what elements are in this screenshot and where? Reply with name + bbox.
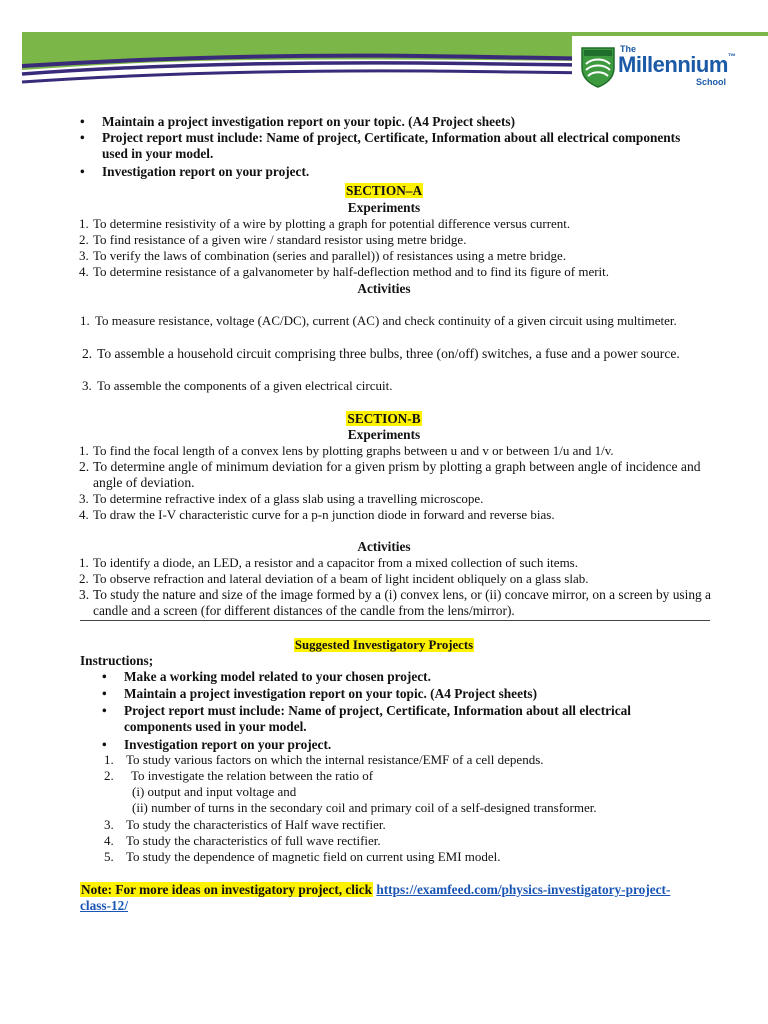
shield-icon xyxy=(580,44,616,88)
section-a-title: SECTION–A xyxy=(345,183,423,198)
logo-name: Millennium™ xyxy=(618,52,736,77)
list-item: 2. To assemble a household circuit comprising three bulbs, three (on/off) switches, a fuse and a power source. xyxy=(82,346,680,361)
section-a-activities-heading: Activities xyxy=(357,281,411,296)
note-text: Note: For more ideas on investigatory project, click xyxy=(81,882,372,897)
section-a-experiments-heading: Experiments xyxy=(347,200,421,215)
school-logo xyxy=(578,40,748,96)
section-b-title: SECTION-B xyxy=(347,411,421,426)
projects-title: Suggested Investigatory Projects xyxy=(294,638,474,652)
list-item: 1. To measure resistance, voltage (AC/DC), current (AC) and check continuity of a given circuit using multimeter. xyxy=(80,313,677,328)
section-divider xyxy=(80,620,710,621)
logo-the: The xyxy=(620,44,637,54)
note xyxy=(80,882,700,914)
logo-school: School xyxy=(696,77,727,87)
investigatory-project-link[interactable]: https://examfeed.com/physics-investigatory-project-class-12/ xyxy=(80,882,671,913)
list-item: • Make a working model related to your chosen project. xyxy=(102,669,431,684)
list-item: • Investigation report on your project. xyxy=(80,164,310,179)
instructions-label: Instructions; xyxy=(80,653,154,668)
list-item: • Investigation report on your project. xyxy=(102,737,332,752)
list-item: • Project report must include: Name of project, Certificate, Information about all electrical components used in your model. xyxy=(80,130,681,161)
list-item: • Maintain a project investigation report on your topic. (A4 Project sheets) xyxy=(80,114,516,129)
list-item: 2. To determine angle of minimum deviation for a given prism by plotting a graph between angle of incidence and angle of deviation. xyxy=(79,459,701,490)
list-item: 3. To study the nature and size of the image formed by a (i) convex lens, or (ii) concave mirror, on a screen by using a candle and a screen (for different distances of the candle from the lens/mirror). xyxy=(79,587,712,618)
list-item: • Project report must include: Name of project, Certificate, Information about all electrical components used in your model. xyxy=(102,703,631,734)
section-b-experiments-heading: Experiments xyxy=(347,427,421,442)
list-item: • Maintain a project investigation report on your topic. (A4 Project sheets) xyxy=(102,686,538,701)
section-b-activities-heading: Activities xyxy=(357,539,411,554)
